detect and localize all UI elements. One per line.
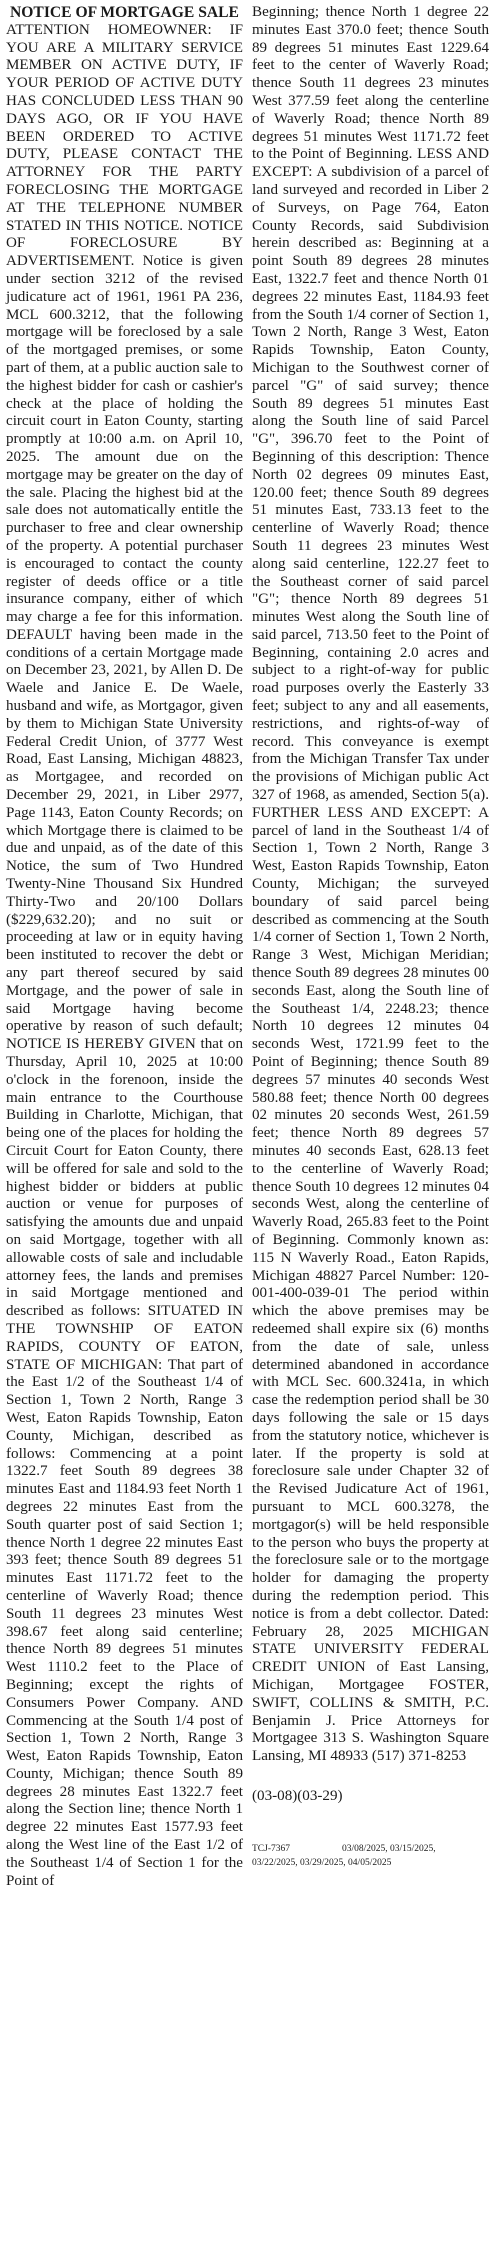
notice-column-right bbox=[252, 4, 489, 2250]
notice-text-left: ATTENTION HOMEOWNER: IF YOU ARE A MILITARY SERVICE MEMBER ON ACTIVE DUTY, IF YOUR PERIOD OF ACTIVE DUTY HAS CONCLUDED LESS THAN 90 DAYS AGO, OR IF YOU HAVE BEEN ORDERED TO ACTIVE DUTY, PLEASE CONTACT THE ATTORNEY FOR THE PARTY FORECLOSING THE MORTGAGE AT THE TELEPHONE NUMBER STATED IN THIS NOTICE. NOTICE OF FORECLOSURE BY ADVERTISEMENT. Notice is given under section 3212 of the revised judicature act of 1961, 1961 PA 236, MCL 600.3212, that the following mortgage will be foreclosed by a sale of the mortgaged premises, or some part of them, at a public auction sale to the highest bidder for cash or cashier's check at the place of holding the circuit court in Eaton County, starting promptly at 10:00 a.m. on April 10, 2025. The amount due on the mortgage may be greater on the day of the sale. Placing the highest bid at the sale does not automatically entitle the purchaser to free and clear ownership of the property. A potential purchaser is encouraged to contact the county register of deeds office or a title insurance company, either of which may charge a fee for this information. DEFAULT having been made in the conditions of a certain Mortgage made on December 23, 2021, by Allen D. De Waele and Janice E. De Waele, husband and wife, as Mortgagor, given by them to Michigan State University Federal Credit Union, of 3777 West Road, East Lansing, Michigan 48823, as Mortgagee, and recorded on December 29, 2021, in Liber 2977, Page 1143, Eaton County Records; on which Mortgage there is claimed to be due and unpaid, as of the date of this Notice, the sum of Two Hundred Twenty-Nine Thousand Six Hundred Thirty-Two and 20/100 Dollars ($229,632.20); and no suit or proceeding at law or in equity having been instituted to recover the debt or any part thereof secured by said Mortgage, and the power of sale in said Mortgage having become operative by reason of such default; NOTICE IS HEREBY GIVEN that on Thursday, April 10, 2025 at 10:00 o'clock in the forenoon, inside the main entrance to the Courthouse Building in Charlotte, Michigan, that being one of the places for holding the Circuit Court for Eaton County, there will be offered for sale and sold to the highest bidder or bidders at public auction or venue for purposes of satisfying the amounts due and unpaid on said Mortgage, together with all allowable costs of sale and includable attorney fees, the lands and premises in said Mortgage mentioned and described as follows: SITUATED IN THE TOWNSHIP OF EATON RAPIDS, COUNTY OF EATON, STATE OF MICHIGAN: That part of the East 1/2 of the Southeast 1/4 of Section 1, Town 2 North, Range 3 West, Eaton Rapids Township, Eaton County, Michigan, described as follows: Commencing at a point 1322.7 feet South 89 degrees 38 minutes East and 1184.93 feet North 1 degrees 22 minutes East from the South quarter post of said Section 1; thence North 1 degree 22 minutes East 393 feet; thence South 89 degrees 51 minutes East 1171.72 feet to the centerline of Waverly Road; thence South 11 degrees 23 minutes West 398.67 feet along said centerline; thence North 89 degrees 51 minutes West 1110.2 feet to the Place of Beginning; except the rights of Consumers Power Company. AND Commencing at the South 1/4 post of Section 1, Town 2 North, Range 3 West, Eaton Rapids Township, Eaton County, Michigan; thence South 89 degrees 28 minutes East 1322.7 feet along the Section line; thence North 1 degree 22 minutes East 1577.93 feet along the West line of the East 1/2 of the Southeast 1/4 of Section 1 for the Point of bbox=[6, 21, 243, 1889]
publication-run-dates bbox=[252, 1842, 489, 1870]
run-dates-line-2: 03/22/2025, 03/29/2025, 04/05/2025 bbox=[252, 1857, 392, 1868]
notice-text-right: Beginning; thence North 1 degree 22 minutes East 370.0 feet; thence South 89 degrees 51 minutes East 1229.64 feet to the center of Waverly Road; thence South 11 degrees 23 minutes West 377.59 feet along the centerline of Waverly Road; thence North 89 degrees 51 minutes West 1171.72 feet to the Point of Beginning. LESS AND EXCEPT: A subdivision of a parcel of land surveyed and recorded in Liber 2 of Surveys, on Page 764, Eaton County Records, said Subdivision herein described as: Beginning at a point South 89 degrees 28 minutes East, 1322.7 feet and thence North 01 degrees 22 minutes East, 1184.93 feet from the South 1/4 corner of Section 1, Town 2 North, Range 3 West, Eaton Rapids Township, Eaton County, Michigan to the Southwest corner of parcel "G" of said survey; thence South 89 degrees 51 minutes East along the South line of said Parcel "G", 396.70 feet to the Point of Beginning of this description: Thence North 02 degrees 09 minutes East, 120.00 feet; thence South 89 degrees 51 minutes East, 733.13 feet to the centerline of Waverly Road; thence South 11 degrees 23 minutes West along said centerline, 122.27 feet to the Southeast corner of said parcel "G"; thence North 89 degrees 51 minutes West along the South line of said parcel, 713.50 feet to the Point of Beginning, containing 2.0 acres and subject to a right-of-way for public road purposes overly the Easterly 33 feet; subject to any and all easements, restrictions, and rights-of-way of record. This conveyance is exempt from the Michigan Transfer Tax under the provisions of Michigan public Act 327 of 1968, as amended, Section 5(a). FURTHER LESS AND EXCEPT: A parcel of land in the Southeast 1/4 of Section 1, Town 2 North, Range 3 West, Easton Rapids Township, Eaton County, Michigan; the surveyed boundary of said parcel being described as commencing at the South 1/4 corner of Section 1, Town 2 North, Range 3 West, Michigan Meridian; thence South 89 degrees 28 minutes 00 seconds East, along the South line of the Southeast 1/4, 2248.23; thence North 10 degrees 12 minutes 04 seconds West, 1721.99 feet to the Point of Beginning; thence South 89 degrees 57 minutes 40 seconds West 580.88 feet; thence North 00 degrees 02 minutes 20 seconds West, 261.59 feet; thence North 89 degrees 57 minutes 40 seconds East, 628.13 feet to the centerline of Waverly Road; thence South 10 degrees 12 minutes 04 seconds West, along the centerline of Waverly Road, 265.83 feet to the Point of Beginning. Commonly known as: 115 N Waverly Road., Eaton Rapids, Michigan 48827 Parcel Number: 120-001-400-039-01 The period within which the above premises may be redeemed shall expire six (6) months from the date of sale, unless determined abandoned in accordance with MCL Sec. 600.3241a, in which case the redemption period shall be 30 days following the sale or 15 days from the statutory notice, whichever is later. If the property is sold at foreclosure sale under Chapter 32 of the Revised Judicature Act of 1961, pursuant to MCL 600.3278, the mortgagor(s) will be held responsible to the person who buys the property at the foreclosure sale or to the mortgage holder for damaging the property during the redemption period. This notice is from a debt collector. Dated: February 28, 2025 MICHIGAN STATE UNIVERSITY FEDERAL CREDIT UNION of East Lansing, Michigan, Mortgagee FOSTER, SWIFT, COLLINS & SMITH, P.C. Benjamin J. Price Attorneys for Mortgagee 313 S. Washington Square Lansing, MI 48933 (517) 371-8253 bbox=[252, 4, 489, 1765]
run-dates-line-1: 03/08/2025, 03/15/2025, bbox=[342, 1843, 436, 1854]
notice-title: NOTICE OF MORTGAGE SALE bbox=[10, 4, 239, 21]
ad-number: TCJ-7367 bbox=[252, 1843, 290, 1854]
notice-column-left bbox=[6, 4, 243, 2250]
publication-date-code: (03-08)(03-29) bbox=[252, 1787, 343, 1804]
